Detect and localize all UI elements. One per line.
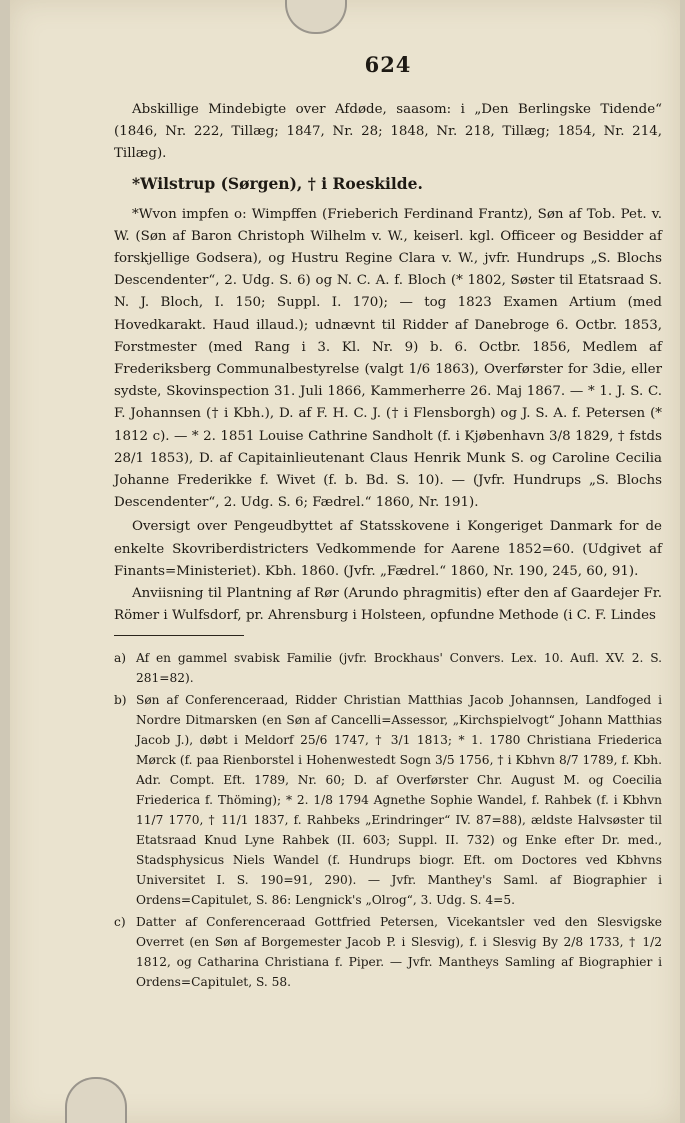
- footnote-c: [114, 912, 662, 992]
- footnote-separator: [114, 635, 244, 636]
- footnote-mark: c): [114, 915, 126, 930]
- page-content: [114, 52, 662, 994]
- scan-page-clip-top: [285, 0, 347, 34]
- entry-wimpffen: *Wvon impfen о: Wimpffen (Frieberich Ferdinand Frantz), Søn af Tob. Pet. v. W. (Søn af Baron Christoph Wilhelm v. W., keiserl. kgl. Officeer og Besidder af forskjellige Godsera), og Hustru Regine Clara v. W., jvfr. Hundrups „S. Blochs Descendenter“, 2. Udg. S. 6) og N. C. A. f. Bloch (* 1802, Søster til Etatsraad S. N. J. Bloch, I. 150; Suppl. I. 170); — tog 1823 Examen Artium (med Hovedkarakt. Haud illaud.); udnævnt til Ridder af Danebroge 6. Octbr. 1853, Forstmester (med Rang i 3. Kl. Nr. 9) b. 6. Octbr. 1856, Medlem af Frederiksberg Communalbestyrelse (valgt 1/6 1863), Overførster for 3die, eller sydste, Skovinspection 31. Juli 1866, Kammerherre 26. Maj 1867. — * 1. J. S. C. F. Johannsen († i Kbh.), D. af F. H. C. J. († i Flensborgh) og J. S. A. f. Petersen (* 1812 c). — * 2. 1851 Louise Cathrine Sandholt (f. i Kjøbenhavn 3/8 1829, † fstds 28/1 1853), D. af Capitainlieutenant Claus Henrik Munk S. og Caroline Cecilia Johanne Frederikke f. Wivet (f. b. Bd. S. 10). — (Jvfr. Hundrups „S. Blochs Descendenter“, 2. Udg. S. 6; Fædrel.“ 1860, Nr. 191).: [114, 206, 662, 511]
- paragraph-memorial-writings: Abskillige Mindebigte over Afdøde, saasom: i „Den Berlingske Tidende“ (1846, Nr. 222, Tillæg; 1847, Nr. 28; 1848, Nr. 218, Tillæg; 1854, Nr. 214, Tillæg).: [114, 102, 662, 162]
- footnote-mark: b): [114, 693, 127, 708]
- footnote-text: Datter af Conferenceraad Gottfried Petersen, Vicekantsler ved den Slesvigske Overret (en Søn af Borgemester Jacob P. i Slesvig), f. i Slesvig By 2/8 1733, † 1/2 1812, og Catharina Christiana f. Piper. — Jvfr. Mantheys Samling af Biographier i Ordens=Capitulet, S. 58.: [136, 915, 662, 990]
- entry-heading-wilstrup: *Wilstrup (Sørgen), † i Roeskilde.: [132, 173, 423, 193]
- footnote-a: [114, 648, 662, 688]
- footnote-b: [114, 690, 662, 910]
- paragraph-oversigt: Oversigt over Pengeudbyttet af Statsskovene i Kongeriget Danmark for de enkelte Skovriberdistricters Vedkommende for Aarene 1852=60. (Udgivet af Finants=Ministeriet). Kbh. 1860. (Jvfr. „Fædrel.“ 1860, Nr. 190, 245, 60, 91).: [114, 519, 662, 579]
- footnote-text: Søn af Conferenceraad, Ridder Christian Matthias Jacob Johannsen, Landfoged i Nordre Ditmarsken (en Søn af Cancelli=Assessor, „Kirchspielvogt“ Johann Matthias Jacob J.), døbt i Meldorf 25/6 1747, † 3/1 1813; * 1. 1780 Christiana Friederica Mørck (f. paa Rienborstel i Hohenwestedt Sogn 3/5 1756, † i Kbhvn 8/7 1789, f. Kbh. Adr. Compt. Eft. 1789, Nr. 60; D. af Overførster Chr. August M. og Coecilia Friederica f. Thöming); * 2. 1/8 1794 Agnethe Sophie Wandel, f. Rahbek (f. i Kbhvn 11/7 1770, † 11/1 1837, f. Rahbeks „Erindringer“ IV. 87=88), ældste Halvsøster til Etatsraad Knud Lyne Rahbek (II. 603; Suppl. II. 732) og Enke efter Dr. med., Stadsphysicus Niels Wandel (f. Hundrups biogr. Eft. om Doctores ved Kbhvns Universitet I. S. 190=91, 290). — Jvfr. Manthey's Saml. af Biographier i Ordens=Capitulet, S. 86: Lengnick's „Olrog“, 3. Udg. S. 4=5.: [136, 693, 662, 908]
- footnote-text: Af en gammel svabisk Familie (jvfr. Brockhaus' Convers. Lex. 10. Aufl. XV. 2. S. 281=82).: [136, 651, 662, 686]
- paragraph-anviisning: Anviisning til Plantning af Rør (Arundo phragmitis) efter den af Gaardejer Fr. Römer i Wulfsdorf, pr. Ahrensburg i Holsteen, opfundne Methode (i C. F. Lindes: [114, 586, 662, 624]
- scan-page-clip-bottom: [65, 1077, 127, 1123]
- page-number: 624: [364, 52, 412, 77]
- book-page: [10, 0, 680, 1123]
- footnote-mark: a): [114, 651, 127, 666]
